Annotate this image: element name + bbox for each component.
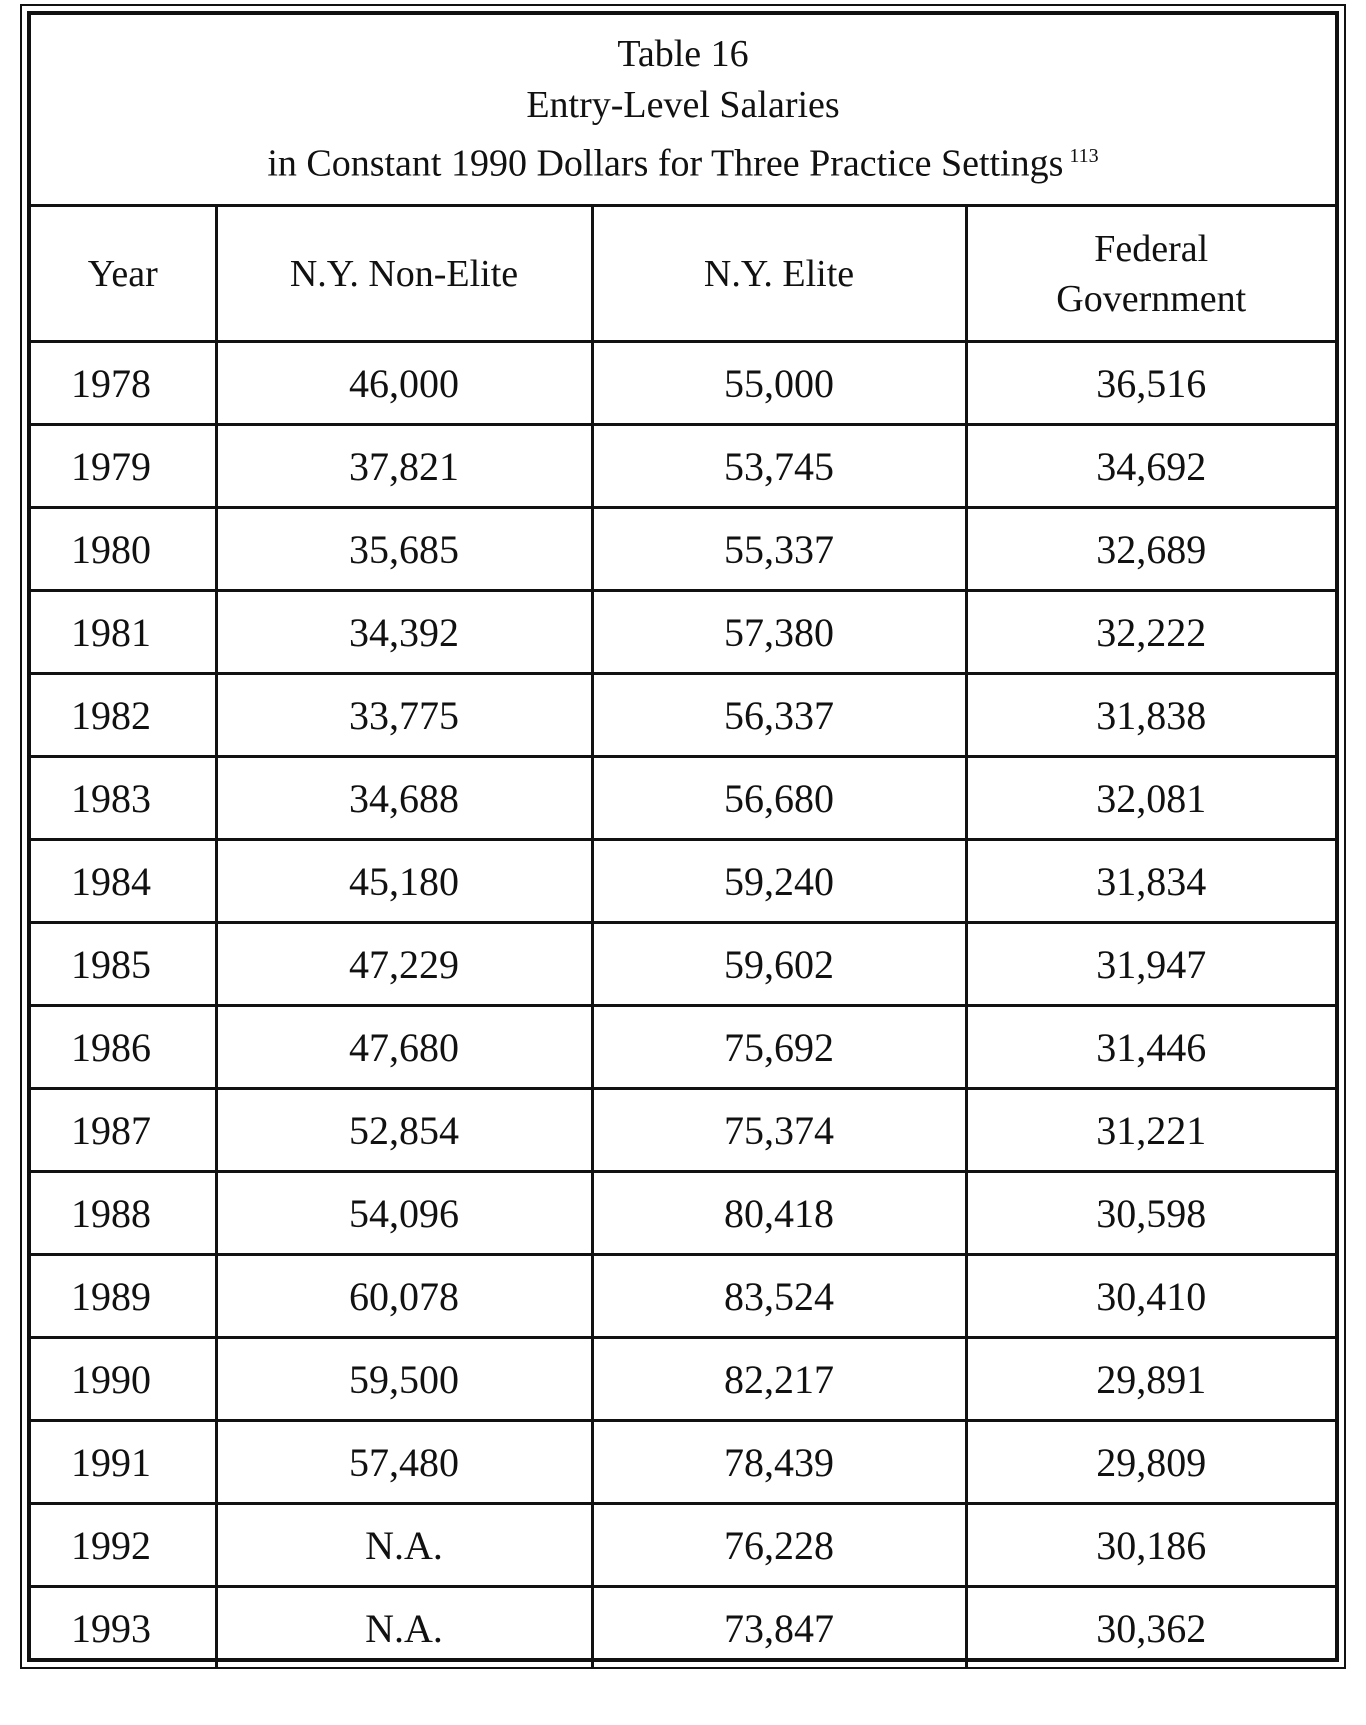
year-cell: 1987 xyxy=(31,1089,216,1172)
federal-cell: 30,362 xyxy=(1096,1605,1207,1651)
federal-cell: 29,809 xyxy=(966,1421,1335,1504)
year-cell: 1981 xyxy=(31,591,216,674)
table-title: Entry-Level Salaries xyxy=(526,84,840,127)
ny-non-elite-cell: 59,500 xyxy=(216,1338,592,1421)
table-row xyxy=(31,1338,1335,1421)
ny-non-elite-cell: 46,000 xyxy=(216,342,592,425)
year-cell: 1990 xyxy=(31,1338,216,1421)
table-row xyxy=(31,1089,1335,1172)
ny-elite-cell: 55,000 xyxy=(592,342,966,425)
header-ny-non-elite: N.Y. Non-Elite xyxy=(216,207,592,342)
header-row xyxy=(31,207,1335,342)
federal-cell: 29,891 xyxy=(966,1338,1335,1421)
federal-cell: 32,081 xyxy=(966,757,1335,840)
table-row xyxy=(31,757,1335,840)
year-cell: 1991 xyxy=(31,1421,216,1504)
salary-table xyxy=(31,207,1335,1668)
year-cell: 1980 xyxy=(31,508,216,591)
header-federal-line1: Federal xyxy=(1094,227,1209,270)
year-cell: 1983 xyxy=(31,757,216,840)
ny-elite-cell: 53,745 xyxy=(592,425,966,508)
table-row xyxy=(31,591,1335,674)
table-row xyxy=(31,1172,1335,1255)
ny-elite-cell: 59,602 xyxy=(592,923,966,1006)
table-number: Table 16 xyxy=(617,33,749,76)
ny-non-elite-cell: 47,229 xyxy=(216,923,592,1006)
ny-elite-cell: 83,524 xyxy=(592,1255,966,1338)
federal-cell: 32,689 xyxy=(966,508,1335,591)
federal-cell: 31,221 xyxy=(966,1089,1335,1172)
table-row xyxy=(31,508,1335,591)
table-row xyxy=(31,342,1335,425)
ny-non-elite-cell: 54,096 xyxy=(216,1172,592,1255)
federal-cell: 34,692 xyxy=(966,425,1335,508)
year-cell: 1978 xyxy=(31,342,216,425)
ny-elite-cell: 75,692 xyxy=(592,1006,966,1089)
year-cell: 1993 xyxy=(31,1587,216,1669)
table-row xyxy=(31,923,1335,1006)
table-row xyxy=(31,674,1335,757)
ny-elite-cell: 78,439 xyxy=(592,1421,966,1504)
ny-elite-cell: 73,847 xyxy=(592,1587,966,1669)
federal-cell: 36,516 xyxy=(966,342,1335,425)
ny-elite-cell: 76,228 xyxy=(592,1504,966,1587)
federal-cell: 30,410 xyxy=(966,1255,1335,1338)
ny-non-elite-cell: 47,680 xyxy=(216,1006,592,1089)
year-cell: 1984 xyxy=(31,840,216,923)
year-cell: 1992 xyxy=(31,1504,216,1587)
table-row xyxy=(31,1006,1335,1089)
federal-cell: 30,598 xyxy=(966,1172,1335,1255)
ny-non-elite-cell: N.A. xyxy=(216,1587,592,1669)
table-frame xyxy=(20,4,1346,1669)
table-row xyxy=(31,1421,1335,1504)
ny-elite-cell: 57,380 xyxy=(592,591,966,674)
ny-non-elite-cell: 52,854 xyxy=(216,1089,592,1172)
table-subtitle xyxy=(267,131,1098,190)
table-row xyxy=(31,1255,1335,1338)
ny-elite-cell: 59,240 xyxy=(592,840,966,923)
federal-cell: 31,838 xyxy=(966,674,1335,757)
ny-non-elite-cell: 37,821 xyxy=(216,425,592,508)
table-inner-border xyxy=(27,11,1339,1662)
table-caption xyxy=(31,15,1335,207)
table-subtitle-text: in Constant 1990 Dollars for Three Practice Settings xyxy=(267,142,1064,185)
year-cell: 1979 xyxy=(31,425,216,508)
ny-non-elite-cell: 33,775 xyxy=(216,674,592,757)
federal-cell: 31,446 xyxy=(966,1006,1335,1089)
ny-elite-cell: 80,418 xyxy=(592,1172,966,1255)
header-federal-government xyxy=(966,207,1335,342)
header-federal-line2: Government xyxy=(1056,277,1247,320)
ny-elite-cell: 56,680 xyxy=(592,757,966,840)
ny-non-elite-cell: 34,392 xyxy=(216,591,592,674)
year-cell: 1988 xyxy=(31,1172,216,1255)
table-body xyxy=(31,342,1335,1669)
ny-non-elite-cell: 35,685 xyxy=(216,508,592,591)
ny-non-elite-cell: 45,180 xyxy=(216,840,592,923)
year-cell: 1989 xyxy=(31,1255,216,1338)
ny-non-elite-cell: 60,078 xyxy=(216,1255,592,1338)
table-row xyxy=(31,840,1335,923)
year-cell: 1985 xyxy=(31,923,216,1006)
year-cell: 1986 xyxy=(31,1006,216,1089)
header-year: Year xyxy=(31,207,216,342)
federal-cell: 30,186 xyxy=(966,1504,1335,1587)
ny-elite-cell: 55,337 xyxy=(592,508,966,591)
federal-cell: 31,947 xyxy=(966,923,1335,1006)
ny-non-elite-cell: 34,688 xyxy=(216,757,592,840)
federal-cell: 32,222 xyxy=(966,591,1335,674)
table-row xyxy=(31,425,1335,508)
footnote-marker: 113 xyxy=(1069,145,1099,168)
ny-non-elite-cell: N.A. xyxy=(216,1504,592,1587)
federal-cell: 31,834 xyxy=(966,840,1335,923)
year-cell: 1982 xyxy=(31,674,216,757)
table-row xyxy=(31,1504,1335,1587)
ny-non-elite-cell: 57,480 xyxy=(216,1421,592,1504)
ny-elite-cell: 56,337 xyxy=(592,674,966,757)
ny-elite-cell: 82,217 xyxy=(592,1338,966,1421)
table-row xyxy=(31,1587,1335,1669)
ny-elite-cell: 75,374 xyxy=(592,1089,966,1172)
header-ny-elite: N.Y. Elite xyxy=(592,207,966,342)
